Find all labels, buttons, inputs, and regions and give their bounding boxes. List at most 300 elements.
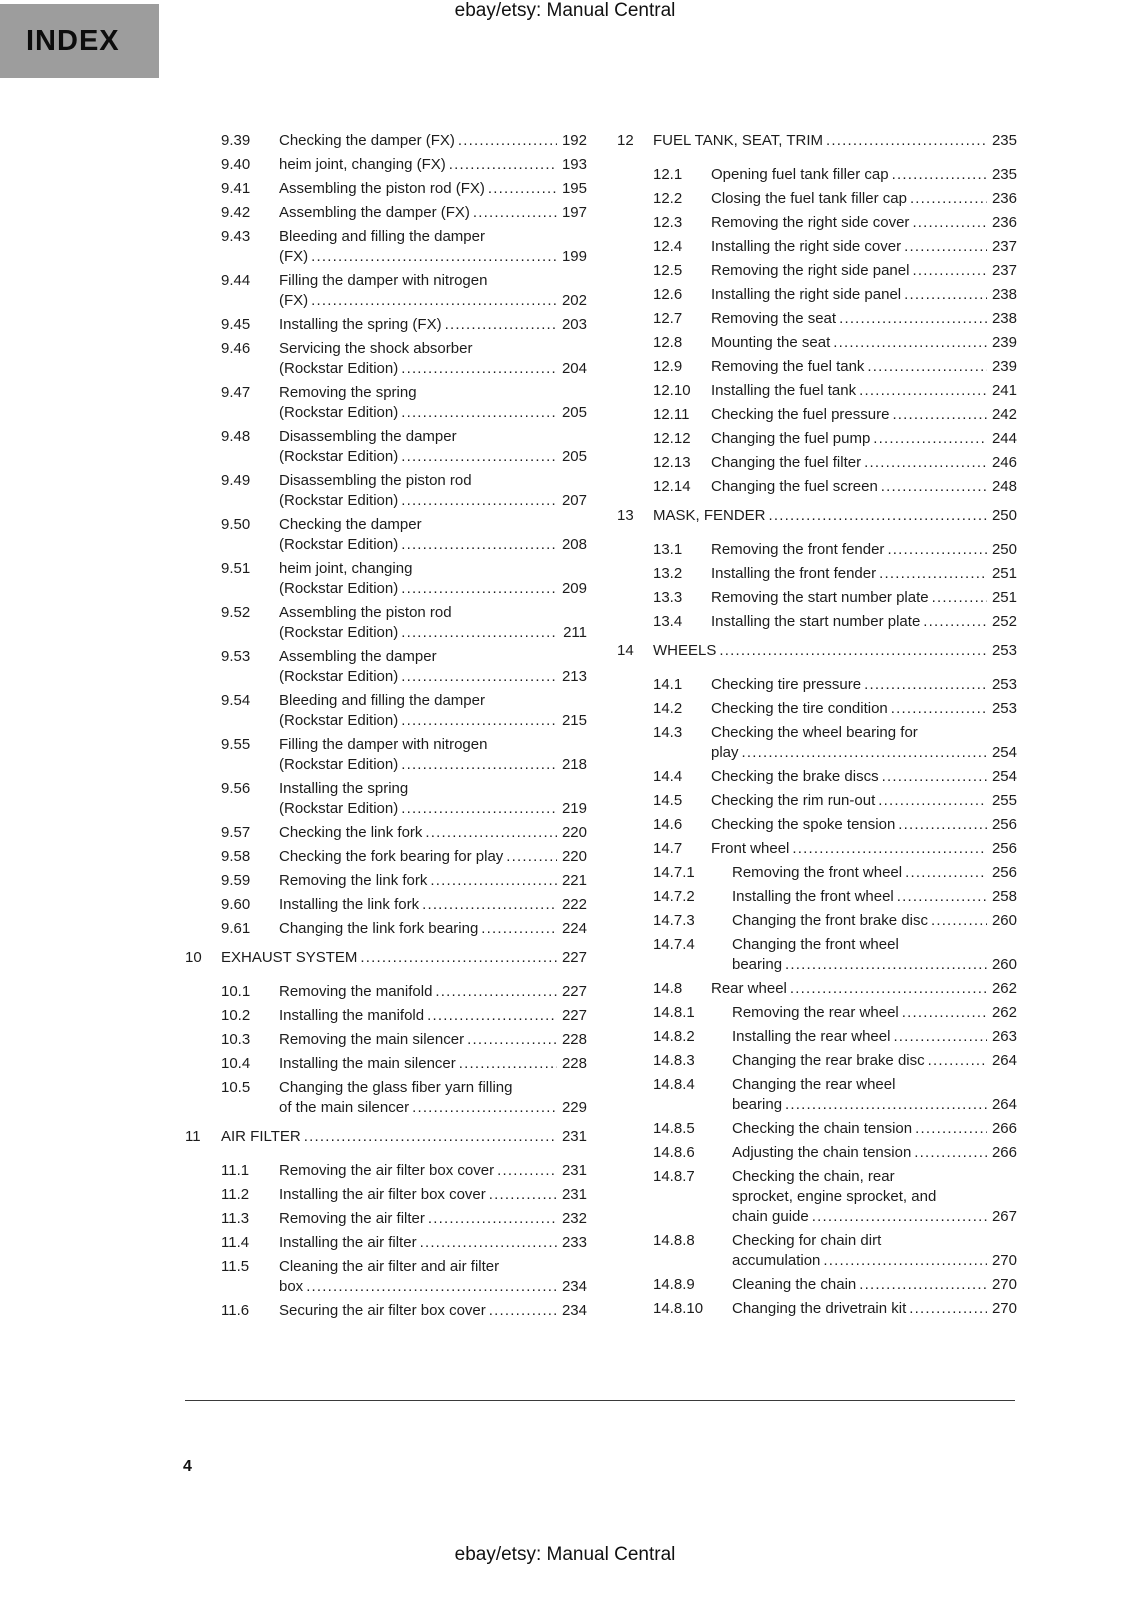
entry-number: 10.1 (221, 983, 251, 1000)
entry-page-number: 224 (561, 920, 587, 937)
entry-title: Checking the link fork (279, 824, 423, 841)
entry-last-line (711, 453, 1017, 473)
entry-title-block (732, 1051, 1017, 1071)
entry-number: 9.52 (221, 604, 251, 621)
entry-title: (Rockstar Edition) (279, 800, 399, 817)
entry-page-number: 256 (991, 864, 1017, 881)
entry-title: Installing the right side cover (711, 238, 902, 255)
entry-page-number: 231 (561, 1186, 587, 1203)
entry-title-block (711, 357, 1017, 377)
entry-title: (Rockstar Edition) (279, 624, 399, 641)
entry-title: Changing the fuel pump (711, 430, 871, 447)
entry-title: (Rockstar Edition) (279, 492, 399, 509)
dot-leader (401, 755, 557, 775)
toc-entry (185, 1185, 587, 1205)
entry-page-number: 241 (991, 382, 1017, 399)
entry-title: Removing the start number plate (711, 589, 929, 606)
entry-last-line (711, 815, 1017, 835)
entry-title: Checking the spoke tension (711, 816, 896, 833)
toc-entry (185, 1233, 587, 1253)
toc-entry (185, 471, 587, 511)
entry-number: 9.40 (221, 156, 251, 173)
dot-leader (401, 799, 557, 819)
entry-title: Closing the fuel tank filler cap (711, 190, 907, 207)
entry-number: 14.8.5 (653, 1120, 695, 1137)
entry-title: play (711, 744, 739, 761)
page-number: 4 (183, 1458, 192, 1475)
entry-last-line (653, 641, 1017, 661)
entry-last-line (711, 357, 1017, 377)
entry-number: 14.3 (653, 724, 683, 741)
entry-page-number: 253 (991, 642, 1017, 659)
toc-entry (617, 1167, 1017, 1227)
entry-page-number: 262 (991, 980, 1017, 997)
dot-leader (897, 887, 987, 907)
entry-title-block (279, 691, 587, 731)
entry-last-line (711, 699, 1017, 719)
entry-title-block (732, 911, 1017, 931)
toc-entry (617, 1119, 1017, 1139)
entry-title: Removing the seat (711, 310, 837, 327)
dot-leader (891, 699, 987, 719)
entry-title-block (279, 647, 587, 687)
dot-leader (864, 453, 987, 473)
entry-title: (Rockstar Edition) (279, 712, 399, 729)
entry-title: FUEL TANK, SEAT, TRIM (653, 132, 824, 149)
entry-number: 11 (185, 1128, 201, 1145)
entry-last-line (279, 823, 587, 843)
entry-title: Removing the main silencer (279, 1031, 465, 1048)
entry-title: Removing the right side cover (711, 214, 910, 231)
entry-page-number: 260 (991, 912, 1017, 929)
toc-entry (617, 1231, 1017, 1271)
dot-leader (412, 1098, 557, 1118)
dot-leader (879, 564, 987, 584)
entry-title: Checking the rim run-out (711, 792, 876, 809)
toc-entry (617, 381, 1017, 401)
entry-number: 10.2 (221, 1007, 251, 1024)
dot-leader (912, 213, 987, 233)
dot-leader (425, 823, 557, 843)
dot-leader (769, 506, 987, 526)
entry-number: 9.56 (221, 780, 251, 797)
entry-title: Installing the fuel tank (711, 382, 857, 399)
dot-leader (892, 405, 987, 425)
dot-leader (902, 1003, 987, 1023)
entry-last-line (279, 579, 587, 599)
dot-leader (401, 667, 557, 687)
entry-last-line (711, 333, 1017, 353)
dot-leader (932, 588, 987, 608)
entry-title-block (711, 477, 1017, 497)
entry-number: 11.1 (221, 1162, 250, 1179)
dot-leader (812, 1207, 987, 1227)
entry-title-block (732, 1231, 1017, 1271)
entry-page-number: 237 (991, 238, 1017, 255)
dot-leader (864, 675, 987, 695)
entry-page-number: 246 (991, 454, 1017, 471)
entry-title-block (711, 979, 1017, 999)
entry-number: 14 (617, 642, 634, 659)
dot-leader (401, 359, 557, 379)
dot-leader (481, 919, 557, 939)
entry-title: EXHAUST SYSTEM (221, 949, 358, 966)
entry-title: bearing (732, 1096, 783, 1113)
entry-number: 14.5 (653, 792, 683, 809)
entry-number: 10 (185, 949, 202, 966)
entry-last-line (732, 1095, 1017, 1115)
dot-leader (473, 203, 557, 223)
entry-page-number: 270 (991, 1300, 1017, 1317)
entry-page-number: 229 (561, 1099, 587, 1116)
entry-last-line (732, 1251, 1017, 1271)
entry-title-block (279, 895, 587, 915)
entry-title-block (732, 1003, 1017, 1023)
entry-page-number: 251 (991, 589, 1017, 606)
entry-last-line (732, 863, 1017, 883)
toc-entry (185, 203, 587, 223)
entry-last-line (711, 309, 1017, 329)
dot-leader (435, 982, 557, 1002)
entry-title-line: Changing the rear wheel (732, 1076, 896, 1093)
entry-title: (Rockstar Edition) (279, 536, 399, 553)
entry-page-number: 213 (561, 668, 587, 685)
entry-page-number: 263 (991, 1028, 1017, 1045)
dot-leader (742, 743, 987, 763)
entry-number: 9.39 (221, 132, 251, 149)
toc-entry (617, 979, 1017, 999)
entry-page-number: 260 (991, 956, 1017, 973)
entry-page-number: 266 (991, 1120, 1017, 1137)
entry-title: Checking the fuel pressure (711, 406, 890, 423)
toc-entry (185, 871, 587, 891)
entry-last-line (279, 179, 587, 199)
entry-number: 11.3 (221, 1210, 250, 1227)
entry-number: 14.7.2 (653, 888, 695, 905)
entry-page-number: 236 (991, 190, 1017, 207)
entry-title-block (711, 285, 1017, 305)
toc-chapter-entry (185, 1127, 587, 1147)
toc-entry (185, 691, 587, 731)
dot-leader (420, 1233, 557, 1253)
toc-entry (185, 1161, 587, 1181)
entry-page-number: 204 (561, 360, 587, 377)
entry-number: 10.5 (221, 1079, 251, 1096)
dot-leader (785, 955, 987, 975)
entry-title-line: Disassembling the piston rod (279, 472, 472, 489)
entry-number: 9.43 (221, 228, 251, 245)
entry-title-block (279, 315, 587, 335)
toc-entry (185, 647, 587, 687)
entry-title-line: Bleeding and filling the damper (279, 692, 485, 709)
toc-entry (185, 1006, 587, 1026)
dot-leader (881, 477, 987, 497)
entry-page-number: 264 (991, 1052, 1017, 1069)
entry-title-block (221, 1127, 587, 1147)
entry-page-number: 219 (561, 800, 587, 817)
entry-number: 9.48 (221, 428, 251, 445)
entry-number: 9.53 (221, 648, 251, 665)
entry-last-line (711, 429, 1017, 449)
entry-number: 14.8.2 (653, 1028, 695, 1045)
entry-title: Changing the front brake disc (732, 912, 928, 929)
entry-number: 14.2 (653, 700, 683, 717)
entry-title-block (279, 339, 587, 379)
toc-entry (185, 155, 587, 175)
entry-last-line (279, 1209, 587, 1229)
entry-page-number: 258 (991, 888, 1017, 905)
entry-title-block (279, 1030, 587, 1050)
toc-entry (617, 612, 1017, 632)
entry-title: Removing the right side panel (711, 262, 910, 279)
entry-number: 12.7 (653, 310, 683, 327)
entry-last-line (711, 165, 1017, 185)
entry-title: Installing the air filter box cover (279, 1186, 486, 1203)
entry-title-block (653, 641, 1017, 661)
entry-title-block (279, 203, 587, 223)
entry-title-line: Changing the glass fiber yarn filling (279, 1079, 513, 1096)
entry-title: (Rockstar Edition) (279, 756, 399, 773)
entry-number: 14.8.1 (653, 1004, 695, 1021)
entry-page-number: 239 (991, 334, 1017, 351)
dot-leader (790, 979, 987, 999)
dot-leader (898, 815, 987, 835)
entry-title-line: Checking the wheel bearing for (711, 724, 918, 741)
page-header-brand: ebay/etsy: Manual Central (454, 0, 676, 21)
entry-title-block (279, 383, 587, 423)
toc-entry (617, 429, 1017, 449)
entry-page-number: 256 (991, 840, 1017, 857)
dot-leader (905, 863, 987, 883)
entry-number: 11.5 (221, 1258, 250, 1275)
entry-title: Installing the start number plate (711, 613, 921, 630)
dot-leader (422, 895, 557, 915)
toc-entry (617, 285, 1017, 305)
entry-page-number: 207 (561, 492, 587, 509)
entry-title: MASK, FENDER (653, 507, 766, 524)
entry-last-line (279, 1277, 587, 1297)
toc-entry (617, 261, 1017, 281)
entry-title: Adjusting the chain tension (732, 1144, 912, 1161)
entry-number: 12.3 (653, 214, 683, 231)
entry-page-number: 205 (561, 448, 587, 465)
entry-title: Changing the drivetrain kit (732, 1300, 907, 1317)
entry-last-line (732, 911, 1017, 931)
entry-title-block (732, 863, 1017, 883)
entry-title-block (732, 1275, 1017, 1295)
toc-chapter-entry (617, 506, 1017, 526)
entry-page-number: 205 (561, 404, 587, 421)
entry-title-block (279, 779, 587, 819)
entry-number: 13.4 (653, 613, 683, 630)
toc-entry (617, 1299, 1017, 1319)
entry-last-line (711, 285, 1017, 305)
entry-last-line (711, 839, 1017, 859)
footer-divider (185, 1400, 1015, 1401)
toc-entry (617, 839, 1017, 859)
entry-number: 14.8.10 (653, 1300, 704, 1317)
entry-number: 14.8.7 (653, 1168, 695, 1185)
entry-title: Removing the fuel tank (711, 358, 865, 375)
entry-title-block (711, 261, 1017, 281)
entry-page-number: 251 (991, 565, 1017, 582)
dot-leader (311, 247, 557, 267)
entry-title-block (711, 429, 1017, 449)
entry-number: 9.54 (221, 692, 251, 709)
entry-title-block (711, 453, 1017, 473)
entry-title: of the main silencer (279, 1099, 410, 1116)
entry-last-line (279, 315, 587, 335)
entry-title-block (653, 506, 1017, 526)
entry-page-number: 228 (561, 1055, 587, 1072)
dot-leader (401, 491, 557, 511)
entry-title-block (732, 1299, 1017, 1319)
entry-last-line (732, 1275, 1017, 1295)
entry-number: 12.5 (653, 262, 683, 279)
entry-title: (FX) (279, 292, 309, 309)
entry-number: 12.13 (653, 454, 691, 471)
entry-title-line: Filling the damper with nitrogen (279, 736, 488, 753)
entry-page-number: 237 (991, 262, 1017, 279)
entry-last-line (711, 213, 1017, 233)
entry-last-line (279, 755, 587, 775)
entry-title-block (711, 213, 1017, 233)
entry-title-line: Assembling the damper (279, 648, 437, 665)
entry-page-number: 242 (991, 406, 1017, 423)
entry-page-number: 227 (561, 1007, 587, 1024)
entry-page-number: 248 (991, 478, 1017, 495)
entry-last-line (711, 612, 1017, 632)
entry-last-line (279, 871, 587, 891)
entry-page-number: 262 (991, 1004, 1017, 1021)
entry-title: Cleaning the chain (732, 1276, 857, 1293)
entry-page-number: 203 (561, 316, 587, 333)
toc-entry (617, 309, 1017, 329)
entry-title-block (711, 165, 1017, 185)
toc-entry (617, 453, 1017, 473)
dot-leader (430, 871, 557, 891)
dot-leader (909, 1299, 987, 1319)
entry-number: 13.1 (653, 541, 683, 558)
dot-leader (826, 131, 987, 151)
toc-entry (185, 271, 587, 311)
entry-last-line (711, 767, 1017, 787)
entry-number: 12.2 (653, 190, 683, 207)
entry-last-line (732, 1027, 1017, 1047)
entry-title: Installing the rear wheel (732, 1028, 891, 1045)
toc-entry (185, 383, 587, 423)
dot-leader (928, 1051, 987, 1071)
toc-entry (617, 564, 1017, 584)
entry-title-block (279, 603, 587, 643)
entry-last-line (711, 979, 1017, 999)
entry-last-line (279, 491, 587, 511)
dot-leader (823, 1251, 987, 1271)
toc-entry (617, 213, 1017, 233)
dot-leader (833, 333, 987, 353)
toc-column-left (185, 131, 587, 1325)
entry-number: 12.4 (653, 238, 683, 255)
entry-last-line (711, 540, 1017, 560)
toc-chapter-entry (617, 641, 1017, 661)
dot-leader (311, 291, 557, 311)
entry-title-line: Checking for chain dirt (732, 1232, 882, 1249)
entry-last-line (732, 887, 1017, 907)
entry-title: Assembling the piston rod (FX) (279, 180, 485, 197)
entry-page-number: 253 (991, 700, 1017, 717)
toc-entry (185, 339, 587, 379)
entry-title-block (732, 1167, 1017, 1227)
entry-number: 12 (617, 132, 634, 149)
entry-title: Installing the air filter (279, 1234, 417, 1251)
toc-entry (617, 357, 1017, 377)
dot-leader (931, 911, 987, 931)
entry-title-block (711, 237, 1017, 257)
toc-entry (185, 1257, 587, 1297)
entry-title: Rear wheel (711, 980, 787, 997)
entry-title-block (279, 982, 587, 1002)
entry-title: Checking tire pressure (711, 676, 862, 693)
dot-leader (867, 357, 987, 377)
entry-last-line (279, 1161, 587, 1181)
entry-page-number: 267 (991, 1208, 1017, 1225)
entry-title: (Rockstar Edition) (279, 668, 399, 685)
toc-entry (185, 1030, 587, 1050)
entry-last-line (711, 675, 1017, 695)
entry-title: (Rockstar Edition) (279, 404, 399, 421)
entry-title-block (221, 948, 587, 968)
entry-last-line (711, 405, 1017, 425)
entry-number: 9.49 (221, 472, 251, 489)
entry-number: 14.8.6 (653, 1144, 695, 1161)
toc-entry (617, 699, 1017, 719)
index-banner (0, 4, 159, 78)
dot-leader (401, 535, 557, 555)
entry-title-block (711, 564, 1017, 584)
entry-title-block (279, 1185, 587, 1205)
entry-number: 9.45 (221, 316, 251, 333)
entry-title: Installing the front wheel (732, 888, 894, 905)
entry-last-line (279, 403, 587, 423)
entry-number: 12.12 (653, 430, 691, 447)
toc-entry (617, 887, 1017, 907)
entry-title-block (711, 699, 1017, 719)
entry-title: Changing the fuel screen (711, 478, 878, 495)
entry-title-block (711, 767, 1017, 787)
entry-number: 14.7.3 (653, 912, 695, 929)
entry-number: 9.42 (221, 204, 251, 221)
toc-entry (617, 588, 1017, 608)
toc-entry (185, 515, 587, 555)
entry-last-line (279, 1233, 587, 1253)
toc-entry (617, 815, 1017, 835)
entry-title: Securing the air filter box cover (279, 1302, 486, 1319)
entry-page-number: 250 (991, 507, 1017, 524)
entry-title-block (711, 839, 1017, 859)
entry-title-block (711, 333, 1017, 353)
entry-title-block (279, 515, 587, 555)
entry-page-number: 250 (991, 541, 1017, 558)
entry-title-block (711, 381, 1017, 401)
entry-last-line (221, 948, 587, 968)
entry-last-line (279, 799, 587, 819)
entry-page-number: 232 (561, 1210, 587, 1227)
entry-last-line (711, 743, 1017, 763)
entry-page-number: 221 (561, 872, 587, 889)
entry-last-line (653, 506, 1017, 526)
entry-page-number: 231 (561, 1128, 587, 1145)
entry-page-number: 193 (561, 156, 587, 173)
